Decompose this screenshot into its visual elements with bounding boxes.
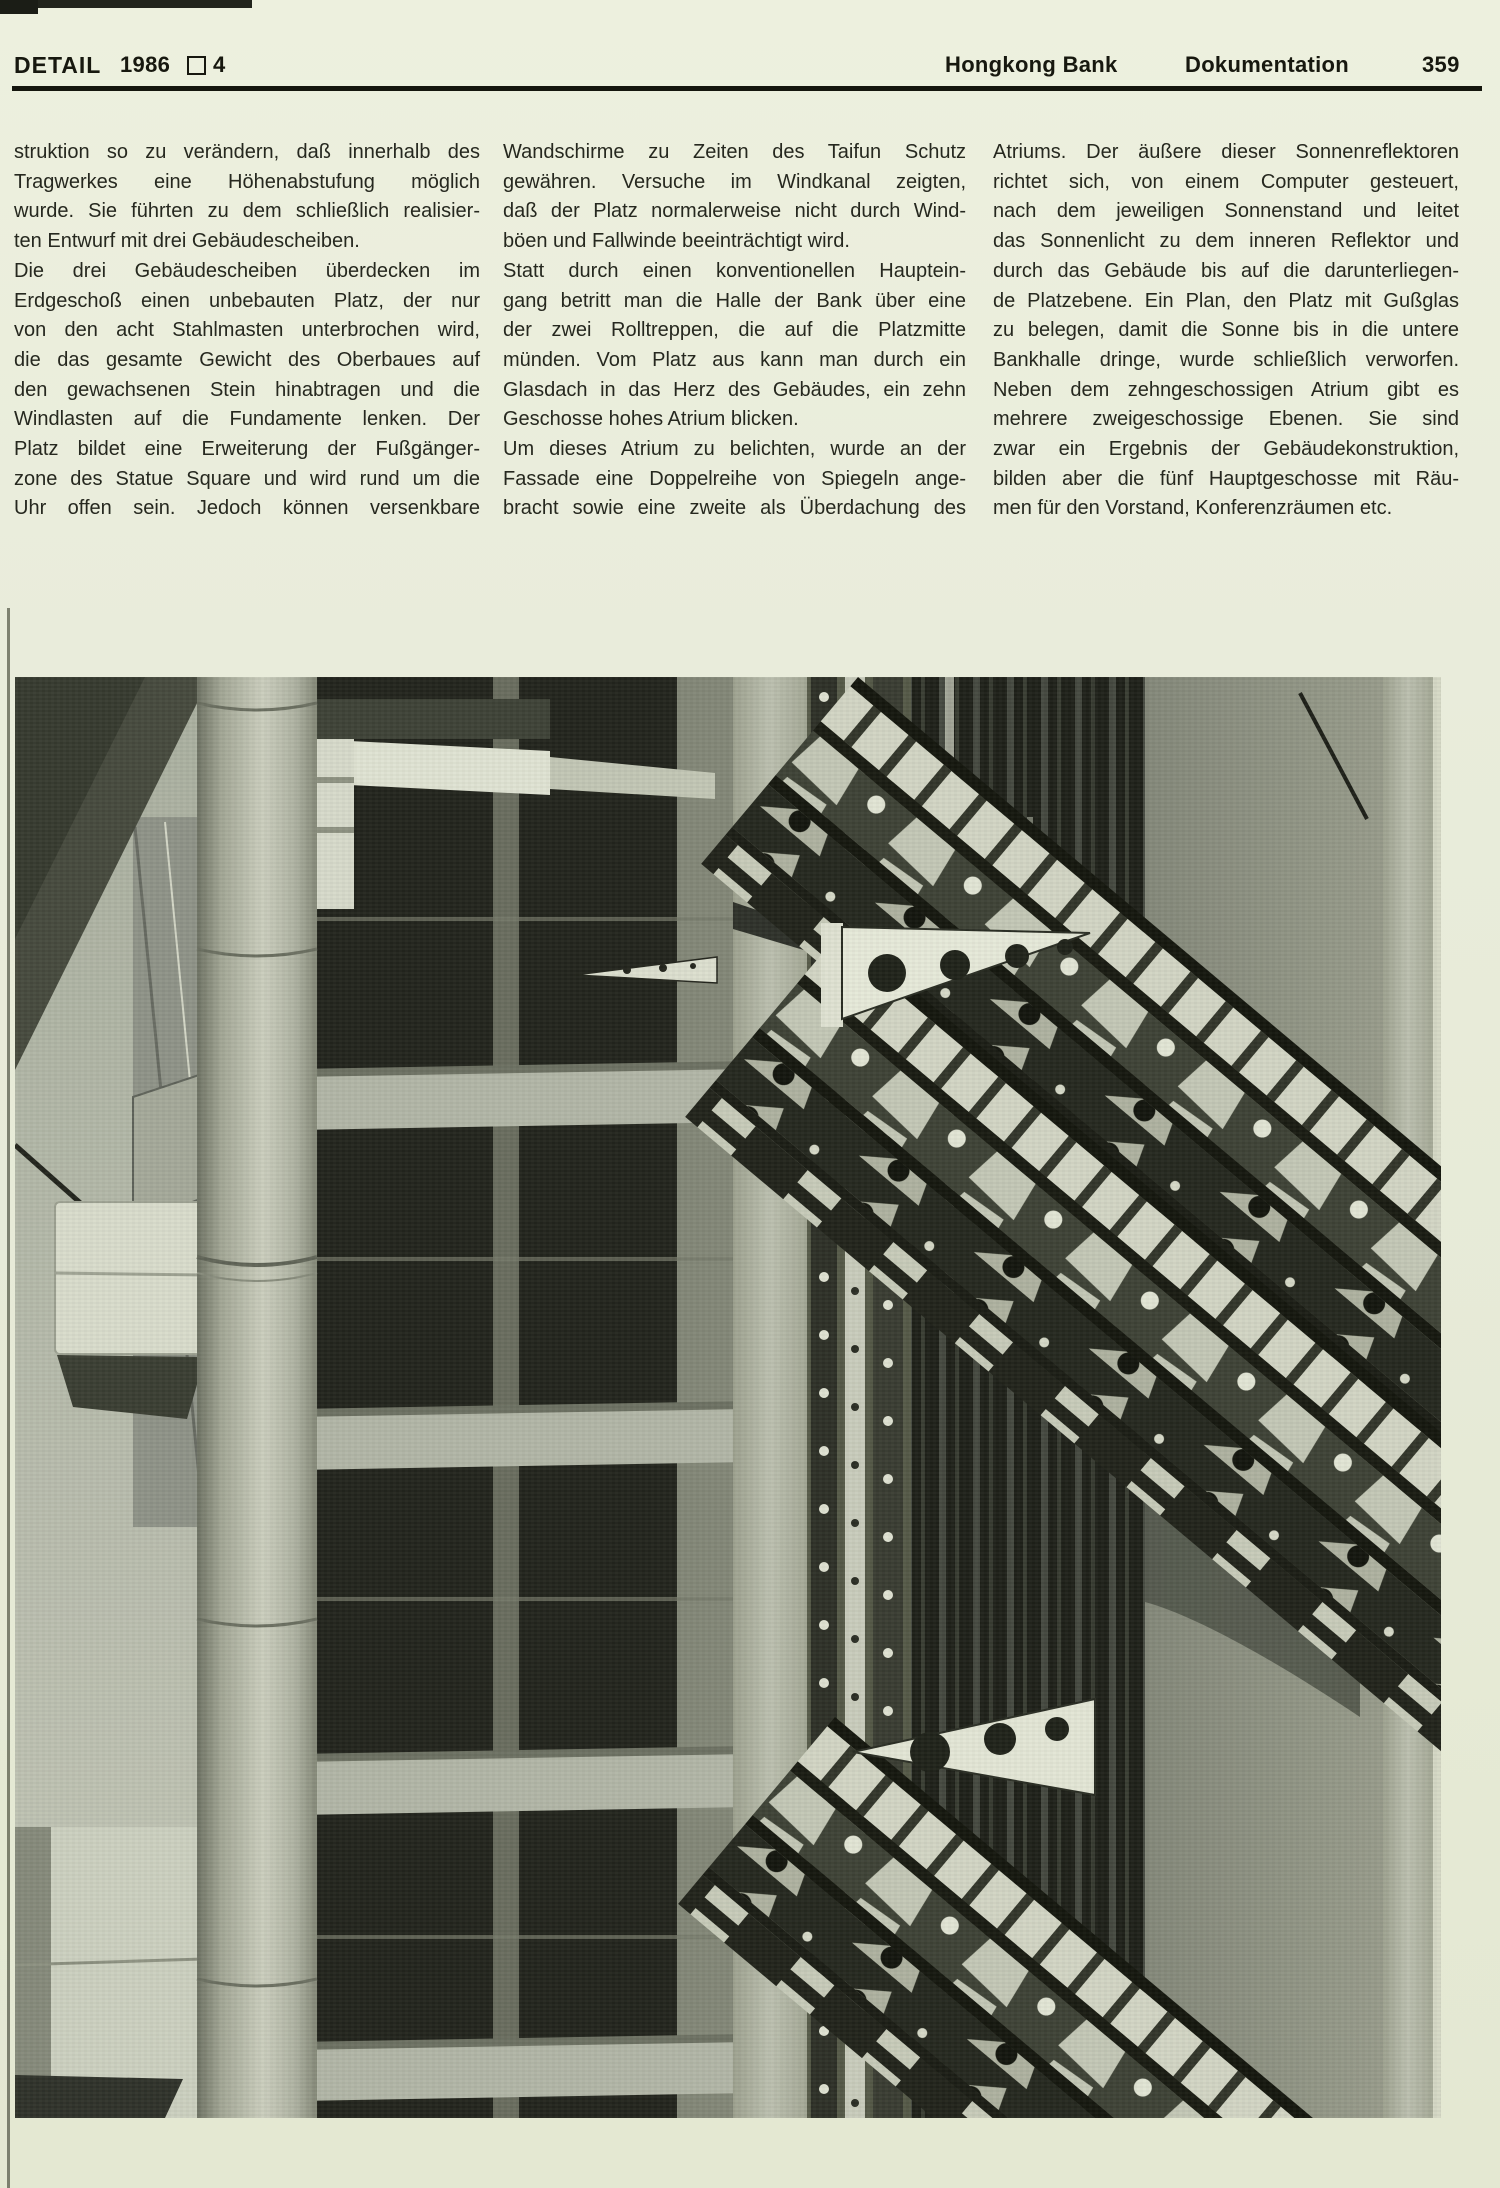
header-section: Hongkong Bank — [945, 52, 1118, 77]
text-line: Geschosse hohes Atrium blicken. — [503, 408, 799, 431]
glazed-corner — [133, 817, 205, 1527]
curtain-wall-glass — [310, 677, 736, 2118]
text-line: gang betritt man die Halle der Bank über eine — [503, 289, 966, 312]
text-line: mehrere zweigeschossige Ebenen. Sie sind — [993, 408, 1459, 431]
text-line: zu belegen, damit die Sonne bis in die untere — [993, 319, 1459, 342]
header-rule — [12, 86, 1482, 91]
text-line: richtet sich, von einem Computer gesteuert, — [993, 170, 1459, 193]
text-line: Tragwerkes eine Höhenabstufung möglich — [14, 170, 480, 193]
text-line: von den acht Stahlmasten unterbrochen wird, — [14, 319, 480, 342]
text-column-2 — [503, 138, 966, 524]
bottom-shadow-wedge — [15, 2075, 183, 2118]
page-header — [0, 0, 1500, 95]
text-line: böen und Fallwinde beeinträchtigt wird. — [503, 230, 850, 253]
text-line: Erdgeschoß einen unbebauten Platz, der nur — [14, 289, 480, 312]
text-line: das Sonnenlicht zu dem inneren Reflektor und — [993, 230, 1459, 253]
journal-issue: 4 — [213, 52, 226, 77]
text-line: durch das Gebäude bis auf die darunterliegen- — [993, 259, 1459, 282]
text-line: der zwei Rolltreppen, die auf die Platzmitte — [503, 319, 966, 342]
text-line: Die drei Gebäudescheiben überdecken im — [14, 259, 480, 282]
facade-photograph — [15, 677, 1441, 2118]
facade-photo-art — [15, 677, 1441, 2118]
text-line: daß der Platz normalerweise nicht durch Wind- — [503, 200, 966, 223]
text-line: bilden aber die fünf Hauptgeschosse mit Räu- — [993, 467, 1459, 490]
text-line: Neben dem zehngeschossigen Atrium gibt es — [993, 378, 1459, 401]
text-line: Bankhalle dringe, wurde schließlich verworfen. — [993, 348, 1459, 371]
journal-brand: DETAIL — [14, 52, 102, 78]
text-line: münden. Vom Platz aus kann man durch ein — [503, 348, 966, 371]
text-line: Atriums. Der äußere dieser Sonnenreflektoren — [993, 141, 1459, 163]
text-line: Uhr offen sein. Jedoch können versenkbare — [14, 497, 480, 520]
issue-square-icon — [187, 56, 206, 75]
text-line: de Platzebene. Ein Plan, den Platz mit Gußglas — [993, 289, 1459, 312]
page-edge-line — [7, 608, 10, 2188]
text-line: Platz bildet eine Erweiterung der Fußgänger- — [14, 438, 480, 461]
page-number: 359 — [1422, 52, 1460, 77]
i-beam-stub — [312, 739, 354, 909]
text-line: Wandschirme zu Zeiten des Taifun Schutz — [503, 141, 966, 163]
text-line: Statt durch einen konventionellen Hauptein- — [503, 259, 966, 282]
left-foreground-wall — [15, 677, 210, 2118]
text-line: ten Entwurf mit drei Gebäudescheiben. — [14, 230, 360, 253]
text-line: men für den Vorstand, Konferenzräumen etc. — [993, 497, 1393, 520]
text-line: gewähren. Versuche im Windkanal zeigten, — [503, 170, 966, 193]
text-line: Fassade eine Doppelreihe von Spiegeln ange- — [503, 467, 966, 490]
journal-year: 1986 — [120, 52, 171, 77]
text-line: zone des Statue Square und wird rund um die — [14, 467, 480, 490]
text-column-1 — [14, 138, 480, 524]
text-line: Glasdach in das Herz des Gebäudes, ein zehn — [503, 378, 966, 401]
text-line: bracht sowie eine zweite als Überdachung des — [503, 497, 966, 520]
text-line: wurde. Sie führten zu dem schließlich realisier- — [14, 200, 480, 223]
text-line: nach dem jeweiligen Sonnenstand und leitet — [993, 200, 1459, 223]
mast-column-cylinder — [197, 677, 317, 2118]
white-cradle-box — [55, 1202, 205, 1419]
text-line: zwar ein Ergebnis der Gebäudekonstruktion, — [993, 438, 1459, 461]
text-line: den gewachsenen Stein hinabtragen und die — [14, 378, 480, 401]
text-line: Windlasten auf die Fundamente lenken. Der — [14, 408, 480, 431]
text-line: die das gesamte Gewicht des Oberbaues auf — [14, 348, 480, 371]
text-line: struktion so zu verändern, daß innerhalb des — [14, 141, 480, 163]
mullion — [493, 677, 519, 2118]
text-line: Um dieses Atrium zu belichten, wurde an der — [503, 438, 966, 461]
header-subsection: Dokumentation — [1185, 52, 1350, 77]
text-column-3 — [993, 138, 1459, 524]
